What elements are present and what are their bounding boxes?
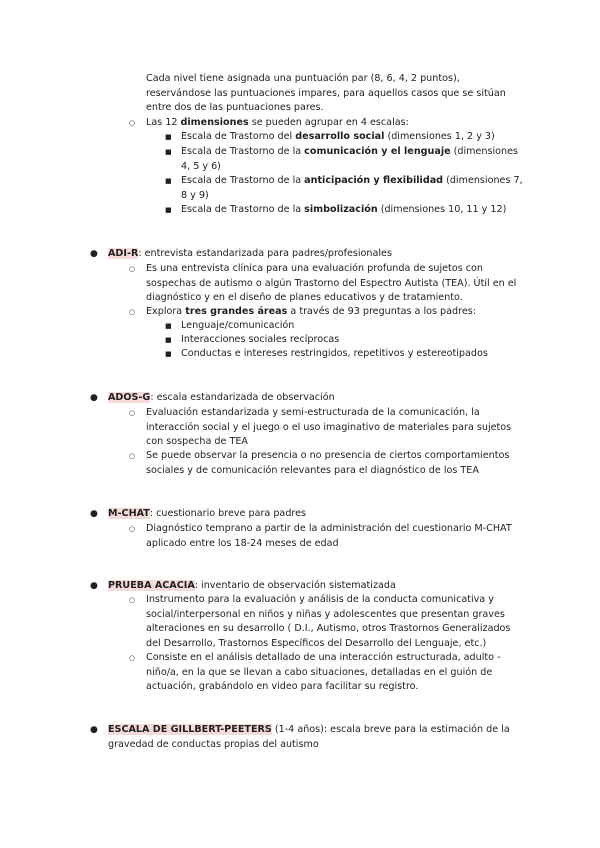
square-bullet-icon: ■ bbox=[165, 206, 172, 214]
bullet-icon: ● bbox=[90, 249, 98, 259]
acacia-sub-item: ○ Instrumento para la evaluación y análisis de la conducta comunicativa y social/interpersonal en niños y niñas y adolescentes que presentan graves alteraciones en su desarrollo ( D.I., Autismo, otros Trastornos Generalizados del Desarrollo, Trastornos Específicos del Desarrollo del Lenguaje, etc.) bbox=[129, 594, 511, 649]
scale-item: ■ Escala de Trastorno del desarrollo social (dimensiones 1, 2 y 3) bbox=[181, 130, 529, 145]
hollow-circle-bullet-icon: ○ bbox=[129, 308, 136, 316]
adosg-title: ADOS-G bbox=[108, 392, 151, 403]
dimensions-item: ○ Las 12 dimensiones se pueden agrupar en 4 escalas: bbox=[146, 116, 526, 131]
acacia-item: ● PRUEBA ACACIA: inventario de observación sistematizada bbox=[108, 579, 548, 594]
area-item: ■ Interacciones sociales recíprocas bbox=[181, 333, 529, 348]
bullet-icon: ● bbox=[90, 393, 98, 403]
adir-sub-item: ○ Explora tres grandes áreas a través de 93 preguntas a los padres: bbox=[146, 305, 526, 320]
acacia-title: PRUEBA ACACIA bbox=[108, 580, 195, 591]
hollow-circle-bullet-icon: ○ bbox=[129, 525, 136, 533]
adir-item: ● ADI-R: entrevista estandarizada para padres/profesionales bbox=[108, 247, 548, 262]
gillbert-title: ESCALA DE GILLBERT-PEETERS bbox=[108, 724, 272, 735]
hollow-circle-bullet-icon: ○ bbox=[129, 265, 136, 273]
scale-item: ■ Escala de Trastorno de la comunicación y el lenguaje (dimensiones 4, 5 y 6) bbox=[165, 146, 519, 172]
hollow-circle-bullet-icon: ○ bbox=[129, 119, 136, 127]
acacia-sub-item: ○ Consiste en el análisis detallado de una interacción estructurada, adulto - niño/a, en la que se llevan a cabo situaciones, detalladas en el guión de actuación, grabándolo en video para facilitar su registro. bbox=[129, 652, 501, 692]
hollow-circle-bullet-icon: ○ bbox=[129, 452, 136, 460]
adosg-sub-item: ○ Se puede observar la presencia o no presencia de ciertos comportamientos sociales y de comunicación relevantes para el diagnóstico de los TEA bbox=[129, 450, 510, 476]
hollow-circle-bullet-icon: ○ bbox=[129, 654, 136, 662]
square-bullet-icon: ■ bbox=[165, 350, 172, 358]
square-bullet-icon: ■ bbox=[165, 322, 172, 330]
bullet-icon: ● bbox=[90, 725, 98, 735]
square-bullet-icon: ■ bbox=[165, 336, 172, 344]
area-item: ■ Conductas e intereses restringidos, repetitivos y estereotipados bbox=[181, 347, 529, 362]
scale-item: ■ Escala de Trastorno de la anticipación y flexibilidad (dimensiones 7, 8 y 9) bbox=[165, 175, 523, 201]
square-bullet-icon: ■ bbox=[165, 133, 172, 141]
bullet-icon: ● bbox=[90, 581, 98, 591]
adosg-sub-item: ○ Evaluación estandarizada y semi-estructurada de la comunicación, la interacción social y el juego o el uso imaginativo de materiales para sujetos con sospecha de TEA bbox=[129, 407, 512, 447]
adosg-item: ● ADOS-G: escala estandarizada de observación bbox=[108, 391, 548, 406]
mchat-title: M-CHAT bbox=[108, 508, 150, 519]
gillbert-item: ● ESCALA DE GILLBERT-PEETERS (1-4 años): escala breve para la estimación de la gravedad de conductas propias del autismo bbox=[90, 724, 510, 750]
area-item: ■ Lenguaje/comunicación bbox=[181, 319, 529, 334]
square-bullet-icon: ■ bbox=[165, 148, 172, 156]
hollow-circle-bullet-icon: ○ bbox=[129, 409, 136, 417]
intro-continuation: Cada nivel tiene asignada una puntuación par (8, 6, 4, 2 puntos), reservándose las puntuaciones impares, para aquellos casos que se sitúan entre dos de las puntuaciones pares. bbox=[146, 73, 506, 113]
hollow-circle-bullet-icon: ○ bbox=[129, 596, 136, 604]
mchat-item: ● M-CHAT: cuestionario breve para padres bbox=[108, 507, 548, 522]
mchat-sub-item: ○ Diagnóstico temprano a partir de la administración del cuestionario M-CHAT aplicado entre los 18-24 meses de edad bbox=[129, 523, 512, 549]
scale-item: ■ Escala de Trastorno de la simbolización (dimensiones 10, 11 y 12) bbox=[181, 203, 529, 218]
adir-title: ADI-R bbox=[108, 248, 139, 259]
adir-sub-item: ○ Es una entrevista clínica para una evaluación profunda de sujetos con sospechas de autismo o algún Trastorno del Espectro Autista (TEA). Útil en el diagnóstico y en el diseño de planes educativos y de tratamiento. bbox=[129, 263, 517, 303]
bullet-icon: ● bbox=[90, 509, 98, 519]
square-bullet-icon: ■ bbox=[165, 177, 172, 185]
